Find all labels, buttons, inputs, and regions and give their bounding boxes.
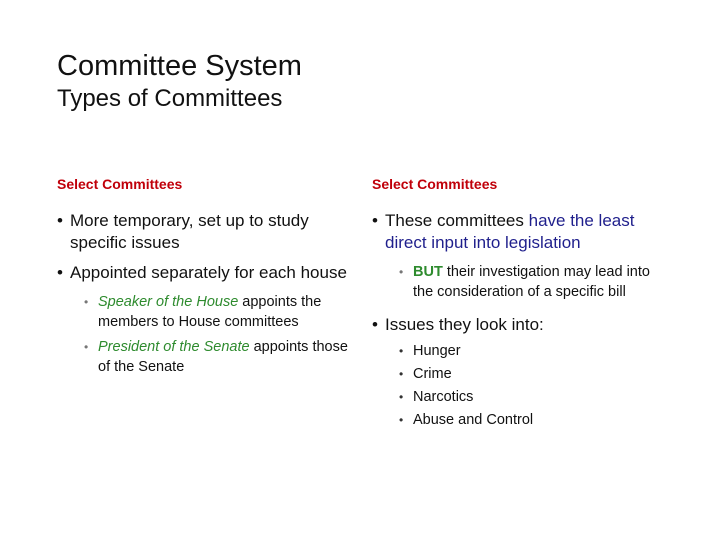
bullet-icon: • <box>399 265 404 279</box>
issue-item: • Hunger <box>372 340 672 363</box>
issue-item: • Crime <box>372 363 672 386</box>
issue-item: • Narcotics <box>372 386 672 409</box>
bullet-icon: • <box>57 211 63 230</box>
bullet-icon: • <box>372 211 378 230</box>
bullet-icon: • <box>399 344 404 358</box>
sub-list-item: • Speaker of the House appoints the members to House committees <box>84 294 322 330</box>
sub-list-item: • President of the Senate appoints those of the Senate <box>84 339 348 375</box>
bullet-icon: • <box>84 340 89 354</box>
bullet-icon: • <box>399 390 404 404</box>
bullet-icon: • <box>57 263 63 282</box>
bullet-icon: • <box>399 367 404 381</box>
left-column-heading: Select Committees <box>57 176 183 192</box>
list-item: • More temporary, set up to study specific issues <box>57 211 309 252</box>
slide-subtitle: Types of Committees <box>57 85 283 112</box>
bullet-icon: • <box>399 413 404 427</box>
sub-list-item: • BUT their investigation may lead into the consideration of a specific bill <box>399 264 650 300</box>
issue-item: • Abuse and Control <box>372 409 672 432</box>
left-bullet-list <box>57 210 357 377</box>
bullet-icon: • <box>372 315 378 334</box>
right-column <box>372 174 672 432</box>
list-item: • Appointed separately for each house <box>57 263 347 282</box>
right-column-heading: Select Committees <box>372 176 498 192</box>
bullet-icon: • <box>84 295 89 309</box>
list-item: • Issues they look into: <box>372 315 544 334</box>
list-item: • These committees have the least direct input into legislation <box>372 211 635 252</box>
right-bullet-list <box>372 210 672 432</box>
left-column <box>57 174 357 382</box>
slide-title: Committee System <box>57 50 302 82</box>
